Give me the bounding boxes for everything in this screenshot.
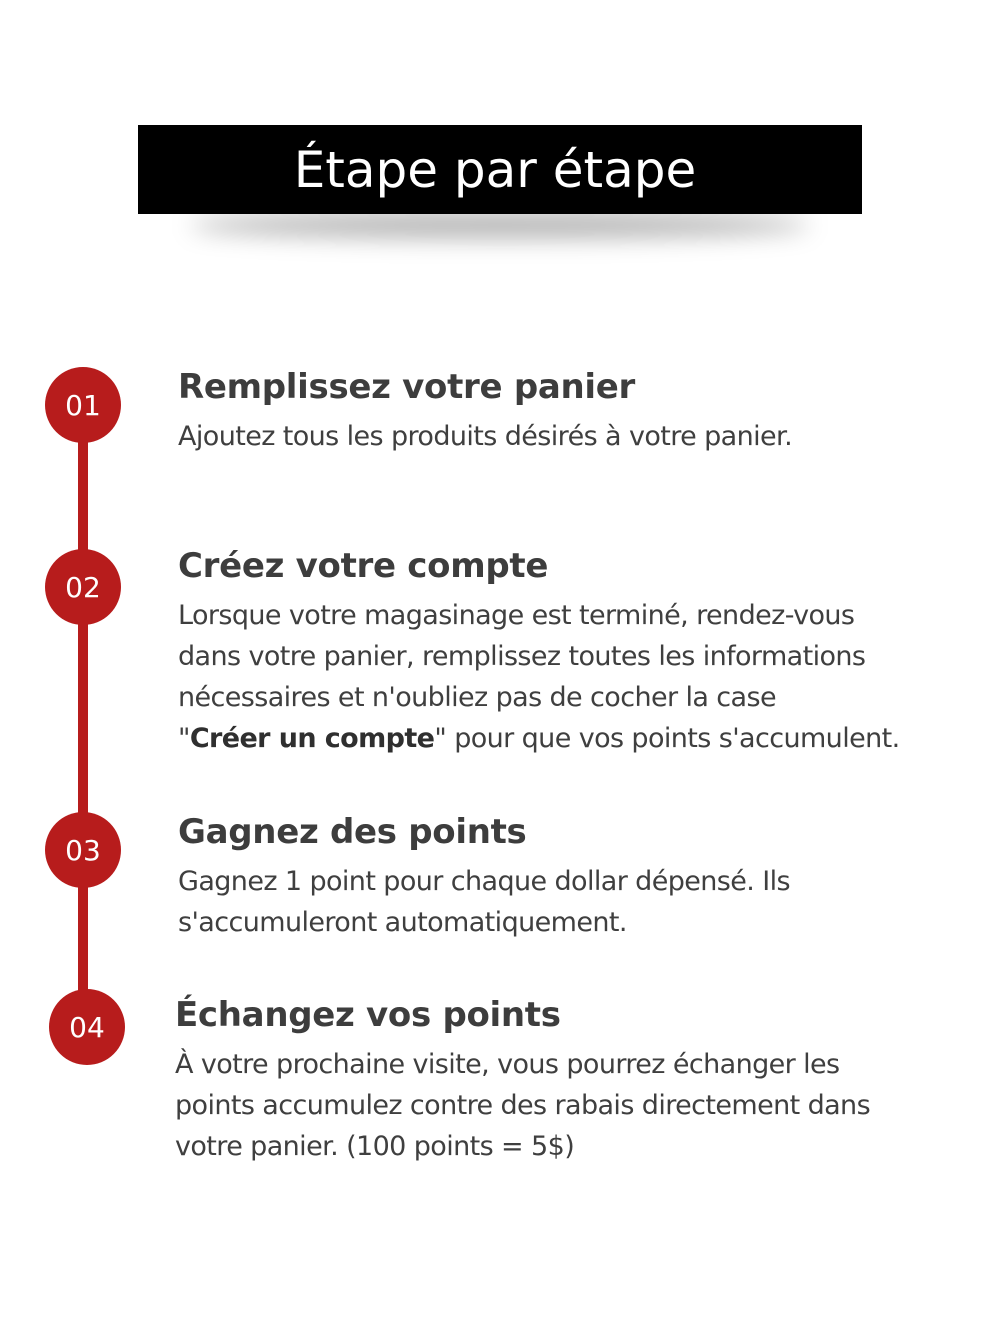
step-description: Ajoutez tous les produits désirés à votre panier. (178, 421, 793, 453)
step-number: 01 (65, 388, 101, 422)
step-number-badge (45, 549, 121, 625)
step-2 (178, 548, 978, 759)
step-number-badge (49, 989, 125, 1065)
step-title: Remplissez votre panier (178, 367, 635, 407)
step-number: 02 (65, 570, 101, 604)
step-description-line: À votre prochaine visite, vous pourrez échanger les (175, 1049, 840, 1081)
step-description-line: dans votre panier, remplissez toutes les informations (178, 641, 866, 673)
step-description-quote-open: " (178, 723, 190, 755)
timeline-connector (78, 587, 88, 850)
banner-shadow (190, 212, 810, 238)
step-3 (178, 814, 978, 943)
step-title: Échangez vos points (175, 995, 561, 1035)
step-description-line: nécessaires et n'oubliez pas de cocher la case (178, 682, 776, 714)
step-description-line: Gagnez 1 point pour chaque dollar dépensé. Ils (178, 866, 790, 898)
step-description (175, 1044, 975, 1167)
step-description-line: points accumulez contre des rabais directement dans (175, 1090, 871, 1122)
step-number-badge (45, 812, 121, 888)
step-description-line: " pour que vos points s'accumulent. (434, 723, 900, 755)
page-title: Étape par étape (293, 140, 697, 199)
step-number: 03 (65, 833, 101, 867)
step-description-line: votre panier. (100 points = 5$) (175, 1131, 575, 1163)
step-number: 04 (69, 1010, 105, 1044)
step-4 (175, 997, 975, 1167)
step-description-line: Lorsque votre magasinage est terminé, rendez-vous (178, 600, 855, 632)
step-description (178, 595, 978, 759)
header-banner (138, 125, 862, 214)
step-title: Créez votre compte (178, 546, 549, 586)
step-description (178, 861, 978, 943)
step-number-badge (45, 367, 121, 443)
create-account-emphasis: Créer un compte (189, 723, 435, 755)
step-1 (178, 369, 978, 457)
step-title: Gagnez des points (178, 812, 527, 852)
step-description-line: s'accumuleront automatiquement. (178, 907, 627, 939)
